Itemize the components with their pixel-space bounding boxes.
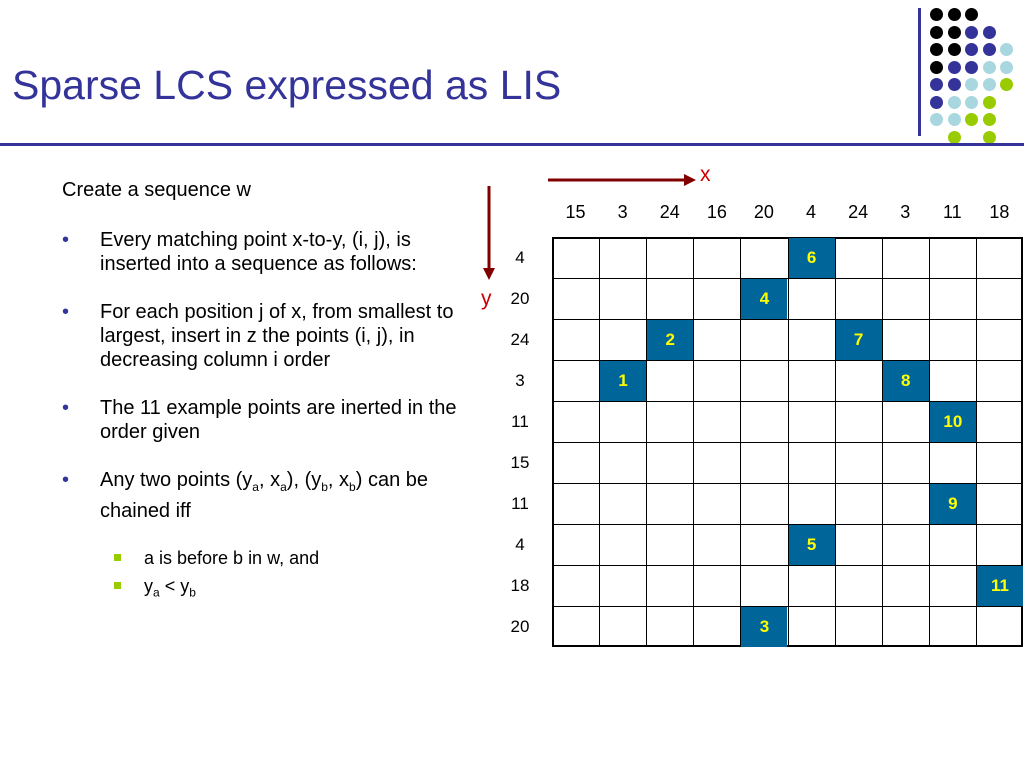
column-header: 20 (753, 202, 774, 222)
x-axis-arrow-icon (548, 174, 698, 186)
grid-line (554, 606, 1021, 607)
title-vertical-divider (918, 8, 921, 136)
column-header: 15 (565, 202, 586, 222)
y-axis-arrow-icon (482, 186, 496, 282)
grid-line (554, 442, 1021, 443)
column-header: 24 (848, 202, 869, 222)
row-header: 11 (511, 493, 529, 513)
column-header: 3 (900, 202, 911, 222)
match-point-cell: 1 (600, 361, 646, 401)
column-header: 16 (706, 202, 727, 222)
match-point-cell: 11 (977, 566, 1023, 606)
bullet-text: Every matching point x-to-y, (i, j), is inserted into a sequence as follows: (100, 229, 417, 275)
column-header: 18 (989, 202, 1010, 222)
match-point-cell: 5 (789, 525, 835, 565)
grid-line (554, 524, 1021, 525)
match-point-cell: 10 (930, 402, 976, 442)
slide-title: Sparse LCS expressed as LIS (12, 62, 562, 108)
row-header: 20 (510, 288, 530, 308)
column-header: 24 (659, 202, 680, 222)
decorative-dot (965, 26, 978, 39)
grid-line (554, 565, 1021, 566)
decorative-dot (983, 78, 996, 91)
bullet-item (62, 468, 462, 523)
decorative-dot (1000, 61, 1013, 74)
bullet-icon: • (62, 469, 70, 491)
decorative-dot (930, 26, 943, 39)
grid-line (554, 319, 1021, 320)
row-header: 24 (510, 329, 530, 349)
decorative-dot (930, 61, 943, 74)
column-header: 11 (943, 202, 962, 222)
row-header: 15 (510, 452, 530, 472)
match-point-cell: 7 (836, 320, 882, 360)
decorative-dot (965, 96, 978, 109)
decorative-dot (965, 8, 978, 21)
decorative-dot (965, 78, 978, 91)
bullet-item (62, 396, 462, 444)
match-point-cell: 6 (789, 238, 835, 278)
match-grid (552, 237, 1023, 647)
slide-body (62, 178, 462, 610)
bullet-icon: • (62, 397, 70, 419)
bullet-icon: • (62, 301, 70, 323)
decorative-dot (930, 43, 943, 56)
decorative-dot (930, 96, 943, 109)
y-axis-label: y (481, 287, 492, 310)
bullet-text: The 11 example points are inerted in the order given (100, 397, 457, 443)
decorative-dot (948, 61, 961, 74)
decorative-dot (983, 113, 996, 126)
decorative-dot (930, 78, 943, 91)
match-point-cell: 9 (930, 484, 976, 524)
match-point-cell: 3 (741, 607, 787, 647)
x-axis-label: x (700, 163, 711, 186)
decorative-dot (983, 43, 996, 56)
decorative-dot (965, 61, 978, 74)
row-header: 20 (510, 616, 530, 636)
decorative-dot (948, 131, 961, 144)
bullet-item (62, 300, 462, 372)
row-header: 3 (515, 370, 525, 390)
match-point-cell: 2 (647, 320, 693, 360)
decorative-dot (930, 113, 943, 126)
row-header: 11 (511, 411, 529, 431)
row-header: 18 (510, 575, 530, 595)
match-point-cell: 8 (883, 361, 929, 401)
decorative-dot (965, 113, 978, 126)
decorative-dot (1000, 43, 1013, 56)
decorative-dot (930, 8, 943, 21)
bullet-text: For each position j of x, from smallest to largest, insert in z the points (i, j), in decreasing column i order (100, 301, 454, 371)
decorative-dot (948, 8, 961, 21)
bullet-item (62, 228, 462, 276)
decorative-dot (983, 26, 996, 39)
decorative-dot (948, 26, 961, 39)
intro-text: Create a sequence w (62, 179, 252, 201)
sub-bullet-text: $y_a < y_b$ (144, 576, 196, 600)
grid-line (554, 278, 1021, 279)
decorative-dot (983, 96, 996, 109)
decorative-dot (1000, 78, 1013, 91)
decorative-dot (948, 78, 961, 91)
row-header: 4 (515, 247, 525, 267)
decorative-dot (965, 43, 978, 56)
column-header: 3 (617, 202, 628, 222)
decorative-dot (983, 61, 996, 74)
sub-bullet-text: a is before b in w, and (144, 548, 320, 568)
square-bullet-icon (114, 554, 121, 561)
column-header: 4 (806, 202, 817, 222)
row-header: 4 (515, 534, 525, 554)
decorative-dot (948, 96, 961, 109)
decorative-dot (948, 43, 961, 56)
match-point-cell: 4 (741, 279, 787, 319)
square-bullet-icon (114, 582, 121, 589)
bullet-text: Any two points ($y_a$, $x_a$), ($y_b$, $x_b$) can be chained iff (100, 469, 428, 522)
sub-bullet-item (62, 547, 462, 569)
bullet-icon: • (62, 229, 70, 251)
decorative-dot (983, 131, 996, 144)
decorative-dot (948, 113, 961, 126)
title-underline (0, 143, 1024, 146)
sub-bullet-item (62, 575, 462, 604)
